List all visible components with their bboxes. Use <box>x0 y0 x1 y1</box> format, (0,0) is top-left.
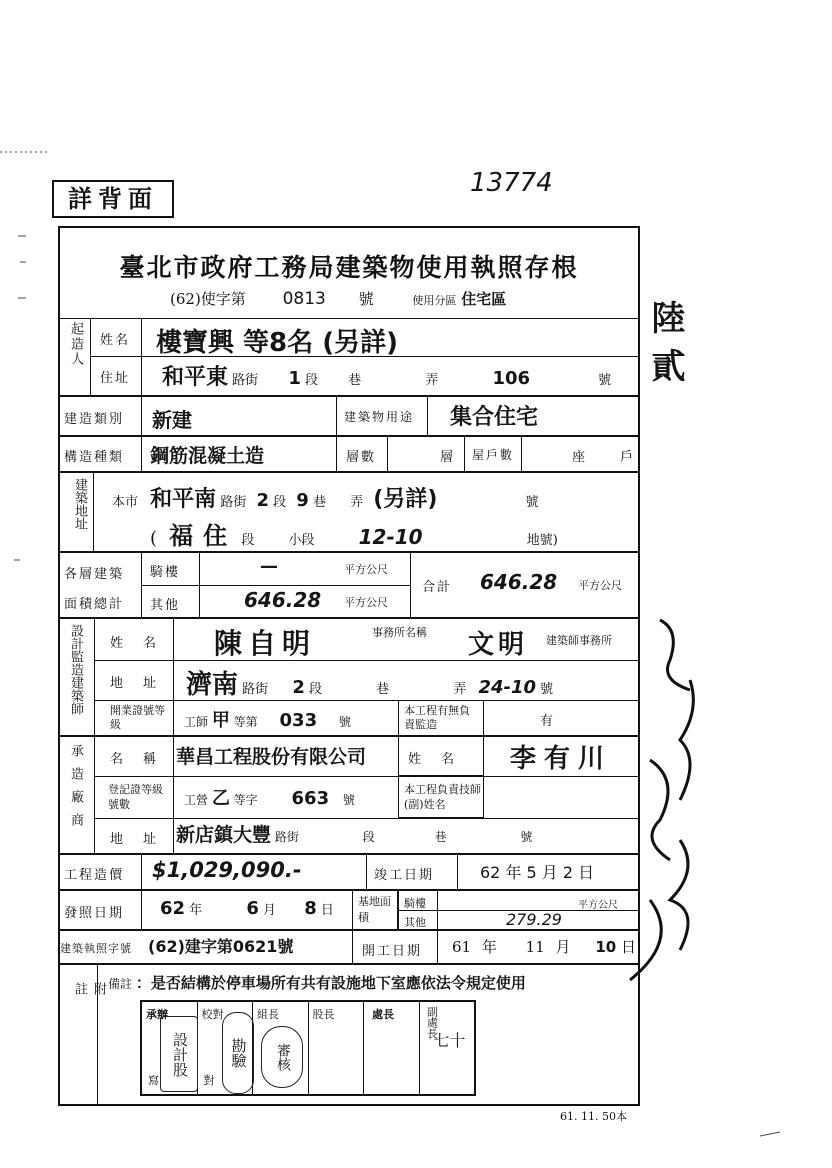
issue-date <box>160 898 334 919</box>
total-label: 合計 <box>422 580 453 595</box>
site-land-seg-unit: 段 <box>241 533 255 548</box>
archive-number: 13774 <box>470 168 553 198</box>
use-label: 建築物用途 <box>344 410 415 424</box>
designer-name-value: 陳自明 <box>214 627 317 660</box>
start-year: 61 <box>452 938 472 956</box>
designer-address-section: 2 <box>292 677 305 698</box>
use-value: 集合住宅 <box>450 405 539 430</box>
start-month-unit: 月 <box>555 938 571 956</box>
units-label: 屋戶數 <box>472 448 515 462</box>
site-land-number-unit: 地號) <box>526 533 558 548</box>
applicant-section-label: 起造人 <box>68 322 83 367</box>
designer-license-number: 033 <box>279 710 318 731</box>
arcade-value: — <box>260 556 278 577</box>
site-alley-unit: 弄 <box>350 495 364 510</box>
contractor-reg <box>184 784 404 810</box>
site-section-unit: 段 <box>273 495 287 510</box>
site-land-open: ( <box>150 528 158 549</box>
stamp-col-4 <box>309 1002 365 1094</box>
stamp-col-2 <box>198 1002 254 1094</box>
applicant-address-road-unit: 路街 <box>232 373 259 388</box>
remarks-note-value: ：是否結構於停車場所有共有設施地下室應依法令規定使用 <box>135 974 526 992</box>
stamp-col-3 <box>253 1002 309 1094</box>
issue-month-unit: 月 <box>263 903 277 918</box>
stamp-col-5 <box>364 1002 420 1094</box>
applicant-address <box>162 360 632 391</box>
stamp-col-5-label: 處長 <box>372 1008 394 1021</box>
stamp-seal-2: 勘驗 <box>222 1012 254 1094</box>
site-land-name: 福住 <box>169 522 238 550</box>
stamp-seal-3: 審核 <box>261 1026 303 1088</box>
print-code: 61. 11. 50本 <box>560 1110 627 1123</box>
stamp-col-1 <box>142 1002 198 1094</box>
designer-address-label: 地址 <box>110 676 177 691</box>
other-label: 其他 <box>150 598 181 613</box>
floors-label: 層數 <box>346 450 377 465</box>
issue-day: 8 <box>304 898 317 919</box>
start-date <box>452 936 636 957</box>
designer-div-1 <box>94 660 640 661</box>
contractor-reg-grade: 乙 <box>211 788 230 809</box>
start-month: 11 <box>525 938 545 956</box>
contractor-address-number-unit: 號 <box>520 830 533 844</box>
arcade-label: 騎樓 <box>150 565 181 580</box>
other-value: 646.28 <box>244 588 322 612</box>
designer-license <box>184 706 404 732</box>
completion-label: 竣工日期 <box>374 868 435 883</box>
issue-year: 62 <box>160 898 186 919</box>
contractor-name-value: 華昌工程股份有限公司 <box>176 746 367 768</box>
stamp-tag: 詳背面 <box>52 180 174 218</box>
site-lane-no: 9 <box>296 490 309 511</box>
site-city: 本市 <box>112 495 139 510</box>
stamp-col-4-label: 股長 <box>312 1008 335 1021</box>
designer-address-number: 24-10 <box>478 677 537 698</box>
contractor-reg-label: 登記證等級號數 <box>108 783 163 811</box>
designer-license-label: 開業證號等級 <box>110 704 165 731</box>
site-line-2 <box>150 516 630 551</box>
applicant-address-number-unit: 號 <box>598 373 612 388</box>
contractor-reg-number: 663 <box>291 788 330 809</box>
remarks-note <box>108 972 636 993</box>
base-unit: 平方公尺 <box>578 900 618 911</box>
applicant-address-label: 住址 <box>100 371 131 386</box>
contractor-tech-label: 本工程負責技師(副)姓名 <box>404 783 481 811</box>
contractor-address-value: 新店鎮大豐 <box>176 824 272 846</box>
site-land-subseg-unit: 小段 <box>288 533 315 548</box>
supervise-value: 有 <box>540 714 556 729</box>
permit-value: (62)建字第0621號 <box>148 937 294 956</box>
applicant-name-value: 樓寶興 等8名 (另詳) <box>156 328 398 358</box>
issue-year-unit: 年 <box>189 903 203 918</box>
permit-label: 建築執照字號 <box>60 942 132 955</box>
remarks-section-label: 附註 <box>72 982 106 1065</box>
zone-value: 住宅區 <box>461 290 507 308</box>
site-road-unit: 路街 <box>220 495 247 510</box>
serial-suffix: 號 <box>358 290 374 308</box>
contractor-div-1 <box>94 776 640 777</box>
contractor-address-section-unit: 段 <box>362 830 375 844</box>
designer-name-label: 姓名 <box>110 636 177 651</box>
applicant-address-number: 106 <box>492 368 531 389</box>
units-unit2: 戶 <box>620 450 636 465</box>
contractor-person-value: 李有川 <box>510 744 613 774</box>
stamp-col-6-label: 副處長 <box>425 1006 439 1039</box>
designer-license-mid: 等第 <box>233 715 258 729</box>
designer-license-suffix: 號 <box>338 715 351 729</box>
stamp-seal-1: 設計股 <box>160 1016 198 1092</box>
start-label: 開工日期 <box>362 944 423 959</box>
designer-address-alley-unit: 弄 <box>453 682 467 697</box>
designer-address-value: 濟南 <box>186 670 239 700</box>
units-unit: 座 <box>572 450 588 465</box>
remarks-note-label: 備註 <box>108 977 133 991</box>
total-value: 646.28 <box>480 570 558 594</box>
contractor-address-road-unit: 路街 <box>274 830 299 844</box>
contractor-person-label: 姓名 <box>408 752 475 767</box>
site-section-no: 2 <box>256 490 269 511</box>
site-land-number: 12-10 <box>358 525 423 549</box>
category-value: 新建 <box>152 408 192 432</box>
designer-office-label: 事務所名稱 <box>372 626 427 639</box>
applicant-address-road: 和平東 <box>162 365 229 390</box>
applicant-address-alley-unit: 弄 <box>425 373 439 388</box>
site-lane-unit: 巷 <box>312 495 326 510</box>
contractor-div-2 <box>94 818 640 819</box>
contractor-name-label: 名稱 <box>110 752 177 767</box>
start-day: 10 <box>595 938 617 956</box>
contractor-reg-mid: 等字 <box>233 793 258 807</box>
applicant-name-label: 姓名 <box>100 333 131 348</box>
cost-label: 工程造價 <box>64 868 125 883</box>
other-unit: 平方公尺 <box>344 596 388 609</box>
category-label: 建造類別 <box>64 412 125 427</box>
stamp-col-1-label: 承辦 <box>146 1008 168 1021</box>
serial-number: 0813 <box>282 289 326 309</box>
structure-value: 鋼筋混凝土造 <box>150 445 265 467</box>
designer-address-section-unit: 段 <box>308 682 322 697</box>
stamp-col-2-label: 校對 <box>201 1008 224 1021</box>
arcade-unit: 平方公尺 <box>344 563 388 576</box>
contractor-address <box>176 820 636 847</box>
contractor-section-label: 承造廠商 <box>68 744 83 836</box>
stamp-row-label-2: 對 <box>203 1074 215 1087</box>
cost-value: $1,029,090.- <box>152 858 302 882</box>
completion-value: 62 年 5 月 2 日 <box>480 863 595 882</box>
applicant-address-section: 1 <box>288 368 301 389</box>
applicant-address-lane-unit: 巷 <box>348 373 362 388</box>
stamp-col-6 <box>420 1002 475 1094</box>
site-number-unit: 號 <box>525 495 539 510</box>
total-unit: 平方公尺 <box>578 579 622 592</box>
base-arcade-label: 騎樓 <box>404 897 426 910</box>
site-line-1 <box>112 482 632 513</box>
base-area-label: 基地面積 <box>358 895 391 924</box>
form-title: 臺北市政府工務局建築物使用執照存根 <box>119 253 579 282</box>
designer-license-prefix: 工師 <box>184 715 209 729</box>
designer-address-lane-unit: 巷 <box>376 682 390 697</box>
issue-day-unit: 日 <box>320 903 334 918</box>
serial-line <box>170 288 506 309</box>
right-margin-text: 陸貳 <box>645 300 685 396</box>
site-extra: (另詳) <box>373 487 438 512</box>
area-label: 各層建築面積總計 <box>64 567 125 612</box>
applicant-address-section-unit: 段 <box>304 373 318 388</box>
start-day-unit: 日 <box>621 938 637 956</box>
contractor-reg-prefix: 工營 <box>184 793 209 807</box>
designer-office-suffix: 建築師事務所 <box>546 634 612 647</box>
site-section-label: 建築地址 <box>72 478 87 530</box>
site-label-col <box>58 472 94 552</box>
stamp-seal-4: 七十 <box>433 1031 466 1050</box>
start-year-unit: 年 <box>481 938 497 956</box>
stamp-row-label-1: 寫 <box>148 1074 159 1087</box>
issue-label: 發照日期 <box>64 906 125 921</box>
contractor-reg-suffix: 號 <box>342 793 355 807</box>
base-other-label: 其他 <box>404 916 426 929</box>
stamp-col-3-label: 組長 <box>257 1008 279 1021</box>
structure-label: 構造種類 <box>64 450 125 465</box>
designer-address-road-unit: 路街 <box>242 682 269 697</box>
approval-stamp-grid <box>140 1000 476 1096</box>
designer-section-label: 設計監造建築師 <box>68 624 83 715</box>
site-road: 和平南 <box>150 487 217 512</box>
serial-prefix: (62)使字第 <box>170 290 246 308</box>
issue-month: 6 <box>246 898 259 919</box>
designer-office-value: 文明 <box>468 630 529 660</box>
designer-address <box>186 664 636 701</box>
floors-unit: 層 <box>440 450 456 465</box>
supervise-label: 本工程有無負責監造 <box>404 704 470 731</box>
contractor-address-lane-unit: 巷 <box>434 830 447 844</box>
contractor-address-label: 地址 <box>110 832 177 847</box>
zone-label: 使用分區 <box>412 294 457 307</box>
designer-address-number-unit: 號 <box>540 682 554 697</box>
base-other-value: 279.29 <box>506 910 562 929</box>
designer-license-grade: 甲 <box>211 710 230 731</box>
